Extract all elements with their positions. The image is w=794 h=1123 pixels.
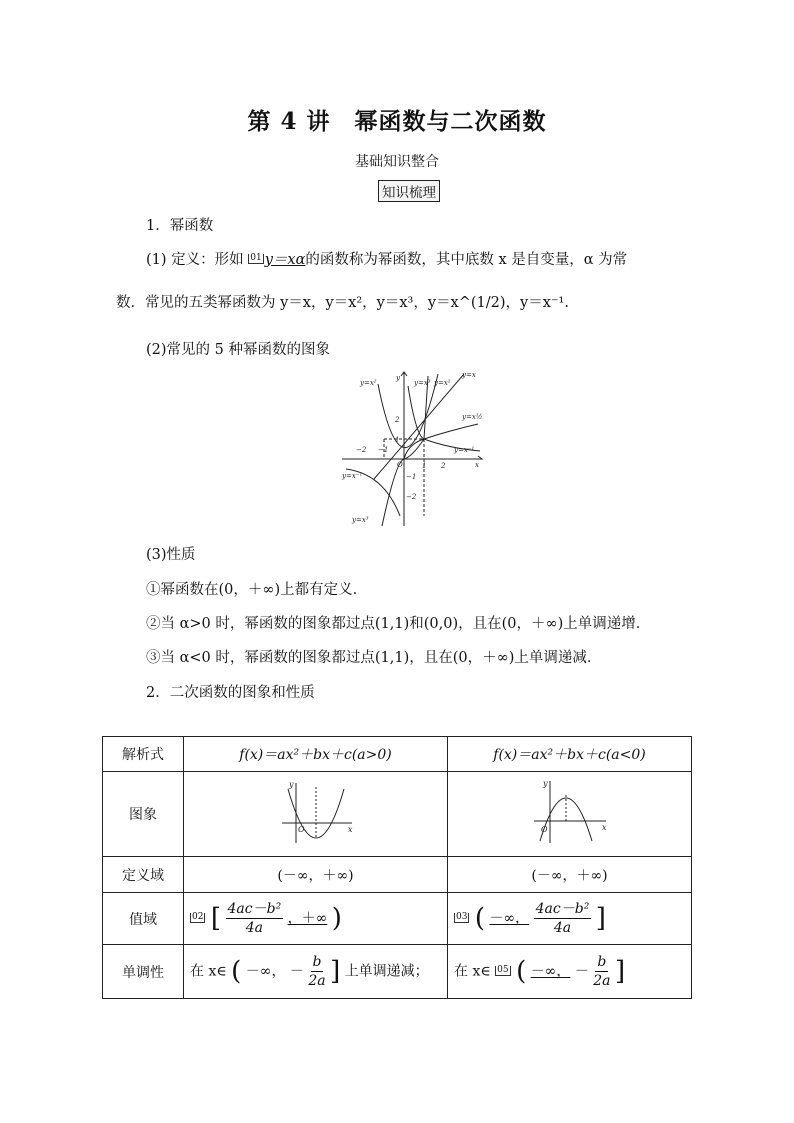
power-function-graph bbox=[338, 366, 488, 528]
parabola-downward-graph bbox=[530, 777, 610, 847]
table-row bbox=[103, 945, 692, 999]
answer-mark: 03 bbox=[456, 911, 468, 922]
label-y-x3-bottom: y=x³ bbox=[352, 516, 369, 524]
quadratic-table bbox=[102, 736, 692, 999]
table-row bbox=[103, 893, 692, 945]
domain-cell: (－∞，＋∞) bbox=[184, 857, 448, 893]
header-cell: f(x)＝ax²＋bx＋c(a<0) bbox=[448, 737, 692, 772]
tick-m1: −1 bbox=[406, 473, 417, 481]
table-row bbox=[103, 737, 692, 772]
property-2: ②当 α>0 时，幂函数的图象都过点(1,1)和(0,0)，且在(0，＋∞)上单调递增． bbox=[146, 616, 651, 632]
curve-x3 bbox=[382, 376, 428, 526]
table-row bbox=[103, 772, 692, 857]
definition-prefix: (1) 定义：形如 bbox=[146, 252, 244, 268]
tick-xm2: −2 bbox=[356, 446, 367, 454]
svg-text:O: O bbox=[297, 825, 305, 834]
tick-x2: 2 bbox=[441, 462, 446, 470]
property-3: ③当 α<0 时，幂函数的图象都过点(1,1)，且在(0，＋∞)上单调递减． bbox=[146, 650, 602, 666]
domain-cell: (－∞，＋∞) bbox=[448, 857, 692, 893]
tick-2: 2 bbox=[395, 416, 400, 424]
header-cell: 解析式 bbox=[103, 737, 184, 772]
label-y-x3: y=x³ bbox=[414, 379, 431, 387]
definition-suffix: 的函数称为幂函数，其中底数 x 是自变量，α 为常 bbox=[305, 252, 628, 268]
section-2-heading: 2．二次函数的图象和性质 bbox=[146, 685, 315, 701]
tick-xm1: −1 bbox=[378, 446, 389, 454]
svg-text:y: y bbox=[288, 780, 294, 789]
page-title: 第 4 讲 幂函数与二次函数 bbox=[247, 108, 547, 135]
tick-x1: 1 bbox=[422, 462, 427, 470]
label-x-axis: x bbox=[475, 461, 479, 469]
label-y-x2: y=x² bbox=[360, 379, 377, 387]
tick-m2: −2 bbox=[406, 493, 417, 501]
definition-line-1 bbox=[146, 248, 627, 269]
graph-heading: (2)常见的 5 种幂函数的图象 bbox=[146, 342, 330, 358]
monotonic-cell-downward: 在 x∈ 05 ( －∞， － $\frac{b}{2a}$ ] bbox=[448, 945, 692, 999]
definition-line-2: 数．常见的五类幂函数为 y＝x，y＝x²，y＝x³，y＝x^(1/2)，y＝x⁻¹. bbox=[116, 295, 569, 311]
svg-text:x: x bbox=[347, 825, 353, 834]
graph-cell-upward bbox=[184, 772, 448, 857]
row-label: 定义域 bbox=[103, 857, 184, 893]
label-y-x: y=x bbox=[462, 371, 476, 379]
range-cell-upward: 02 [ $\frac{\text{4ac－b²}}{4a}$ ，＋∞ ) bbox=[184, 893, 448, 945]
fraction: $\frac{b}{2a}$ bbox=[593, 954, 611, 989]
tick-1: 1 bbox=[395, 436, 400, 444]
curve-x bbox=[374, 374, 464, 479]
answer-mark: 01 bbox=[250, 253, 262, 263]
row-label: 值域 bbox=[103, 893, 184, 945]
row-label: 图象 bbox=[103, 772, 184, 857]
parabola-upward-graph bbox=[276, 777, 356, 847]
fraction: $\frac{\text{4ac－b²}}{4a}$ bbox=[535, 901, 590, 936]
answer-mark: 05 bbox=[497, 964, 509, 975]
section-1-heading: 1．幂函数 bbox=[146, 218, 214, 234]
label-y-axis: y bbox=[396, 374, 400, 382]
label-y-inv-neg: y=x⁻¹ bbox=[342, 472, 363, 480]
monotonic-cell-upward: 在 x∈ ( －∞， － $\frac{b}{2a}$ ] 上单调递减； bbox=[184, 945, 448, 999]
box-label: 知识梳理 bbox=[378, 180, 440, 202]
property-1: ①幂函数在(0，＋∞)上都有定义． bbox=[146, 582, 368, 598]
svg-text:y: y bbox=[542, 779, 548, 788]
label-y-sqrt: y=x½ bbox=[462, 413, 483, 421]
range-cell-downward: 03 ( －∞， $\frac{\text{4ac－b²}}{4a}$ ] bbox=[448, 893, 692, 945]
svg-text:x: x bbox=[601, 823, 607, 832]
answer-mark: 02 bbox=[192, 911, 204, 922]
fraction: $\frac{\text{4ac－b²}}{4a}$ bbox=[227, 901, 282, 936]
label-origin: O bbox=[397, 461, 403, 469]
graph-cell-downward bbox=[448, 772, 692, 857]
label-y-x2-b: y=x² bbox=[434, 379, 451, 387]
fraction: $\frac{b}{2a}$ bbox=[308, 954, 326, 989]
properties-heading: (3)性质 bbox=[146, 547, 196, 563]
definition-formula: y＝xα bbox=[264, 252, 306, 268]
section-subtitle: 基础知识整合 bbox=[355, 154, 439, 170]
header-cell: f(x)＝ax²＋bx＋c(a>0) bbox=[184, 737, 448, 772]
row-label: 单调性 bbox=[103, 945, 184, 999]
table-row bbox=[103, 857, 692, 893]
svg-text:O: O bbox=[540, 825, 548, 834]
label-y-inv: y=x⁻¹ bbox=[454, 446, 475, 454]
